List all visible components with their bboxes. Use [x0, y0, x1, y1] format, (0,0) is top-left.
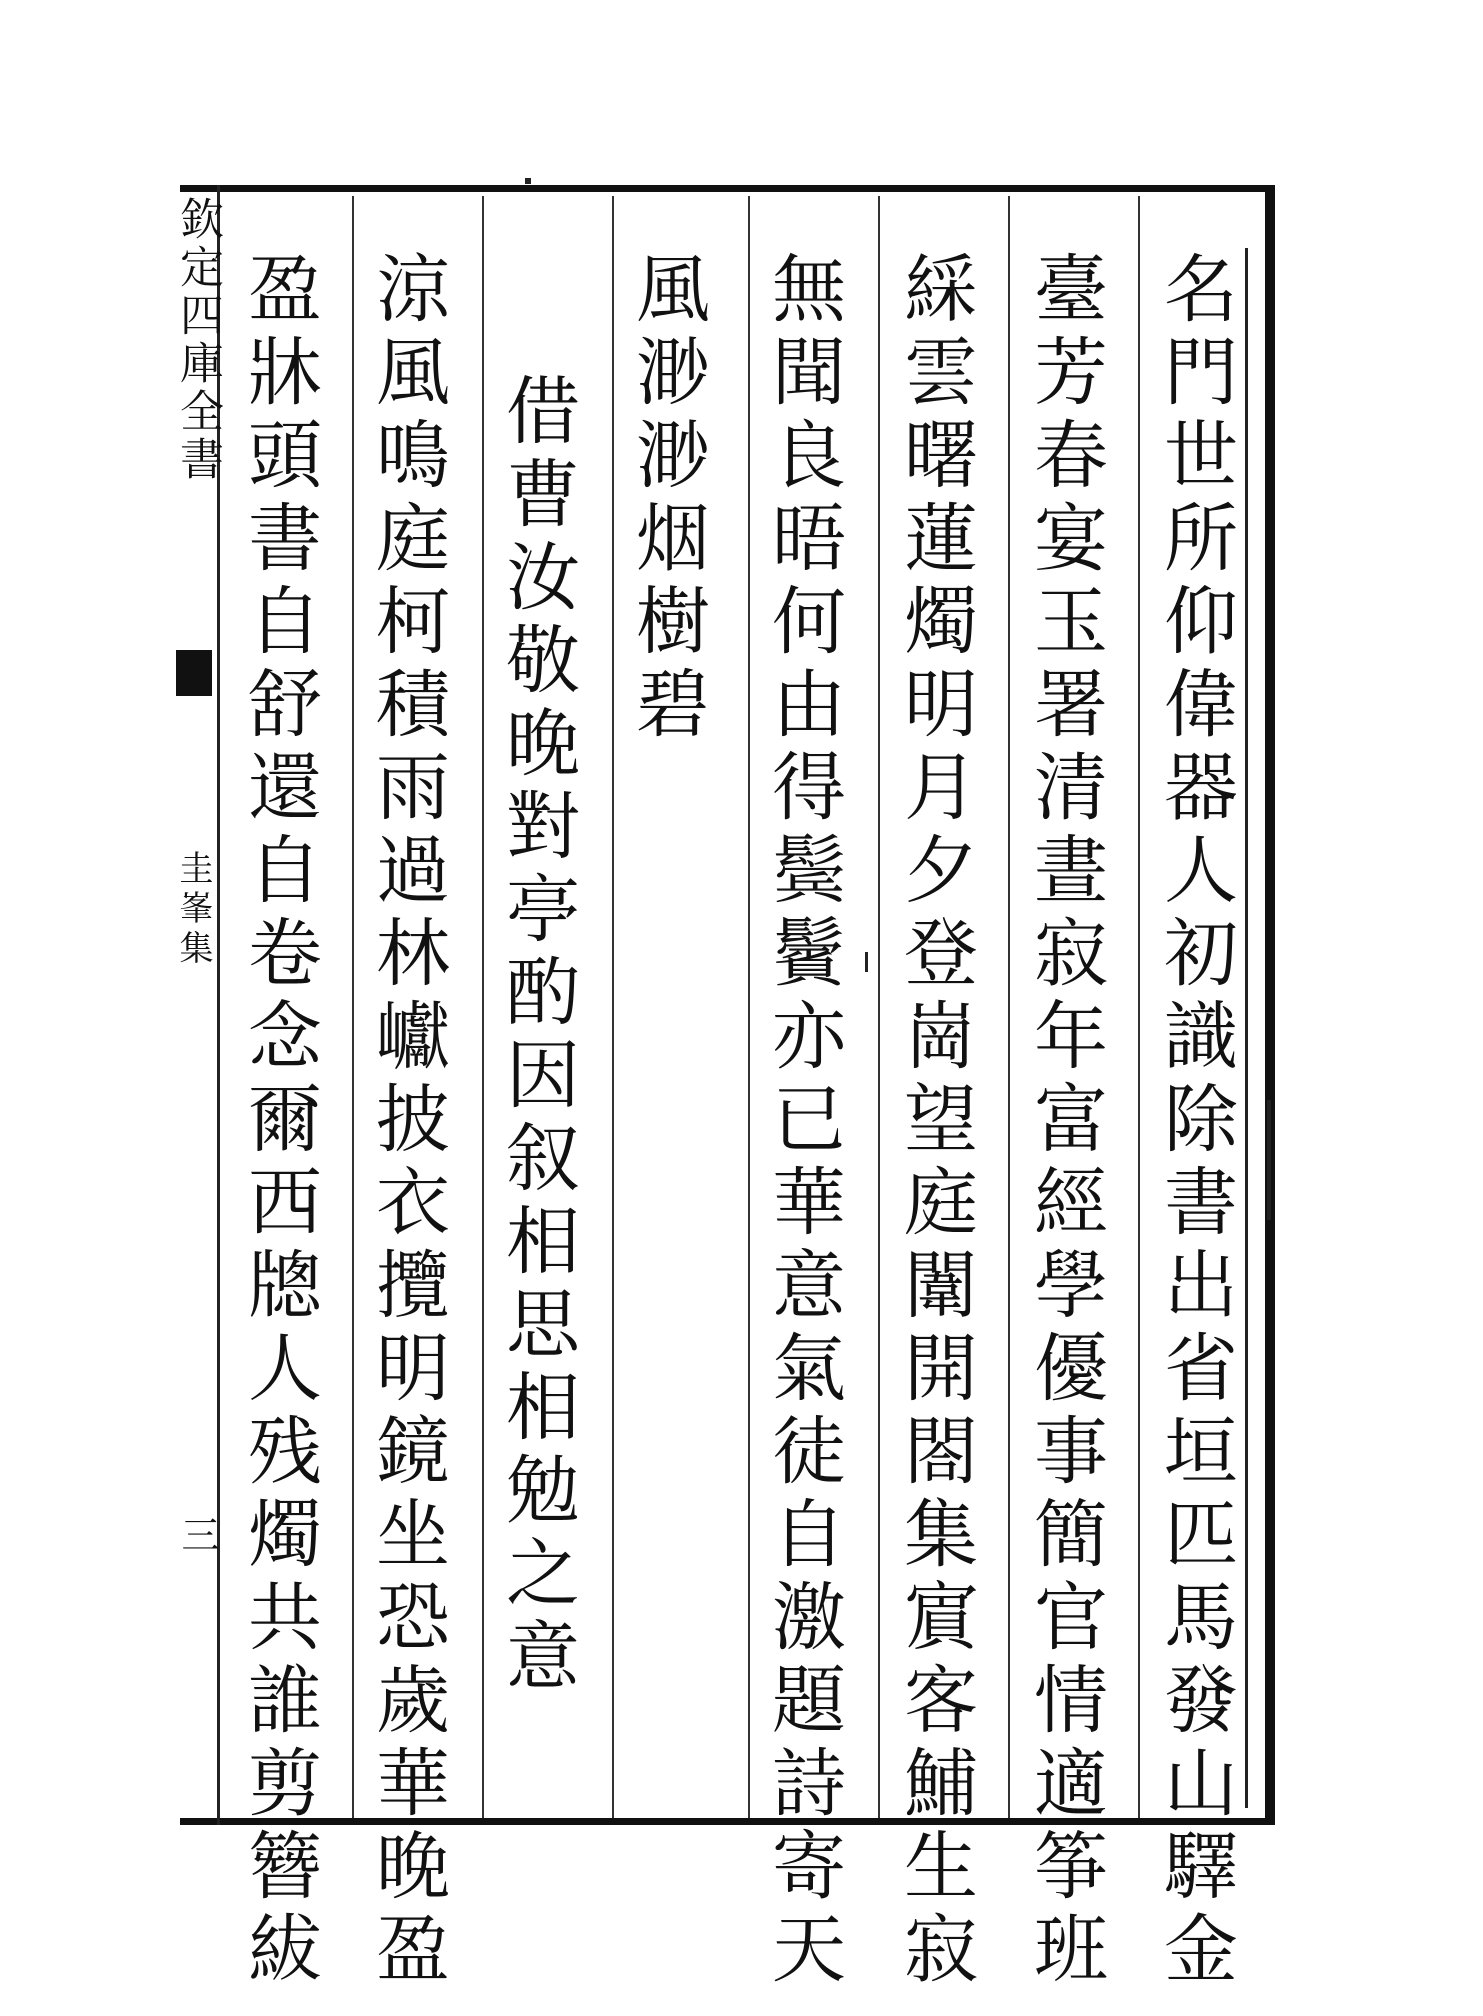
- poem-title-column: 借曹汝敬晚對亭酌因叙相思相勉之意: [494, 372, 580, 1700]
- column-divider: [1008, 196, 1010, 1818]
- column-divider: [612, 196, 614, 1818]
- text-column-5: 風渺渺烟樹碧: [624, 250, 710, 748]
- text-column-8: 盈牀頭書自舒還自卷念爾西牕人残燭共誰剪簪紱: [236, 250, 322, 1993]
- column-divider: [482, 196, 484, 1818]
- column-divider: [1138, 196, 1140, 1818]
- text-column-2: 臺芳春宴玉署清晝寂年富經學優事簡官情適筝班: [1022, 250, 1108, 1993]
- fishtail-mark: [176, 650, 212, 696]
- column-divider: [878, 196, 880, 1818]
- text-column-4: 無聞良晤何由得鬓鬢亦已華意氣徒自激題詩寄天: [760, 250, 846, 1993]
- text-column-7: 涼風鳴庭柯積雨過林巘披衣攬明鏡坐恐歲華晚盈: [364, 250, 450, 1993]
- text-column-1: 名門世所仰偉器人初識除書出省垣匹馬發山驛金: [1152, 250, 1238, 1993]
- column-divider: [748, 196, 750, 1818]
- collection-title: 圭峯集: [173, 850, 213, 970]
- ink-speck: [525, 178, 531, 184]
- page-border: [175, 185, 1275, 1825]
- ink-speck: [865, 952, 868, 972]
- book-title: 欽定四庫全書: [172, 196, 223, 484]
- column-divider: [352, 196, 354, 1818]
- right-inner-rule: [1245, 248, 1248, 1808]
- page-number: 三: [175, 1515, 219, 1553]
- text-column-3: 綵雲曙蓮燭明月夕登崗望庭闈開閤集賔客鯆生寂: [892, 250, 978, 1993]
- ink-speck: [1267, 1100, 1271, 1220]
